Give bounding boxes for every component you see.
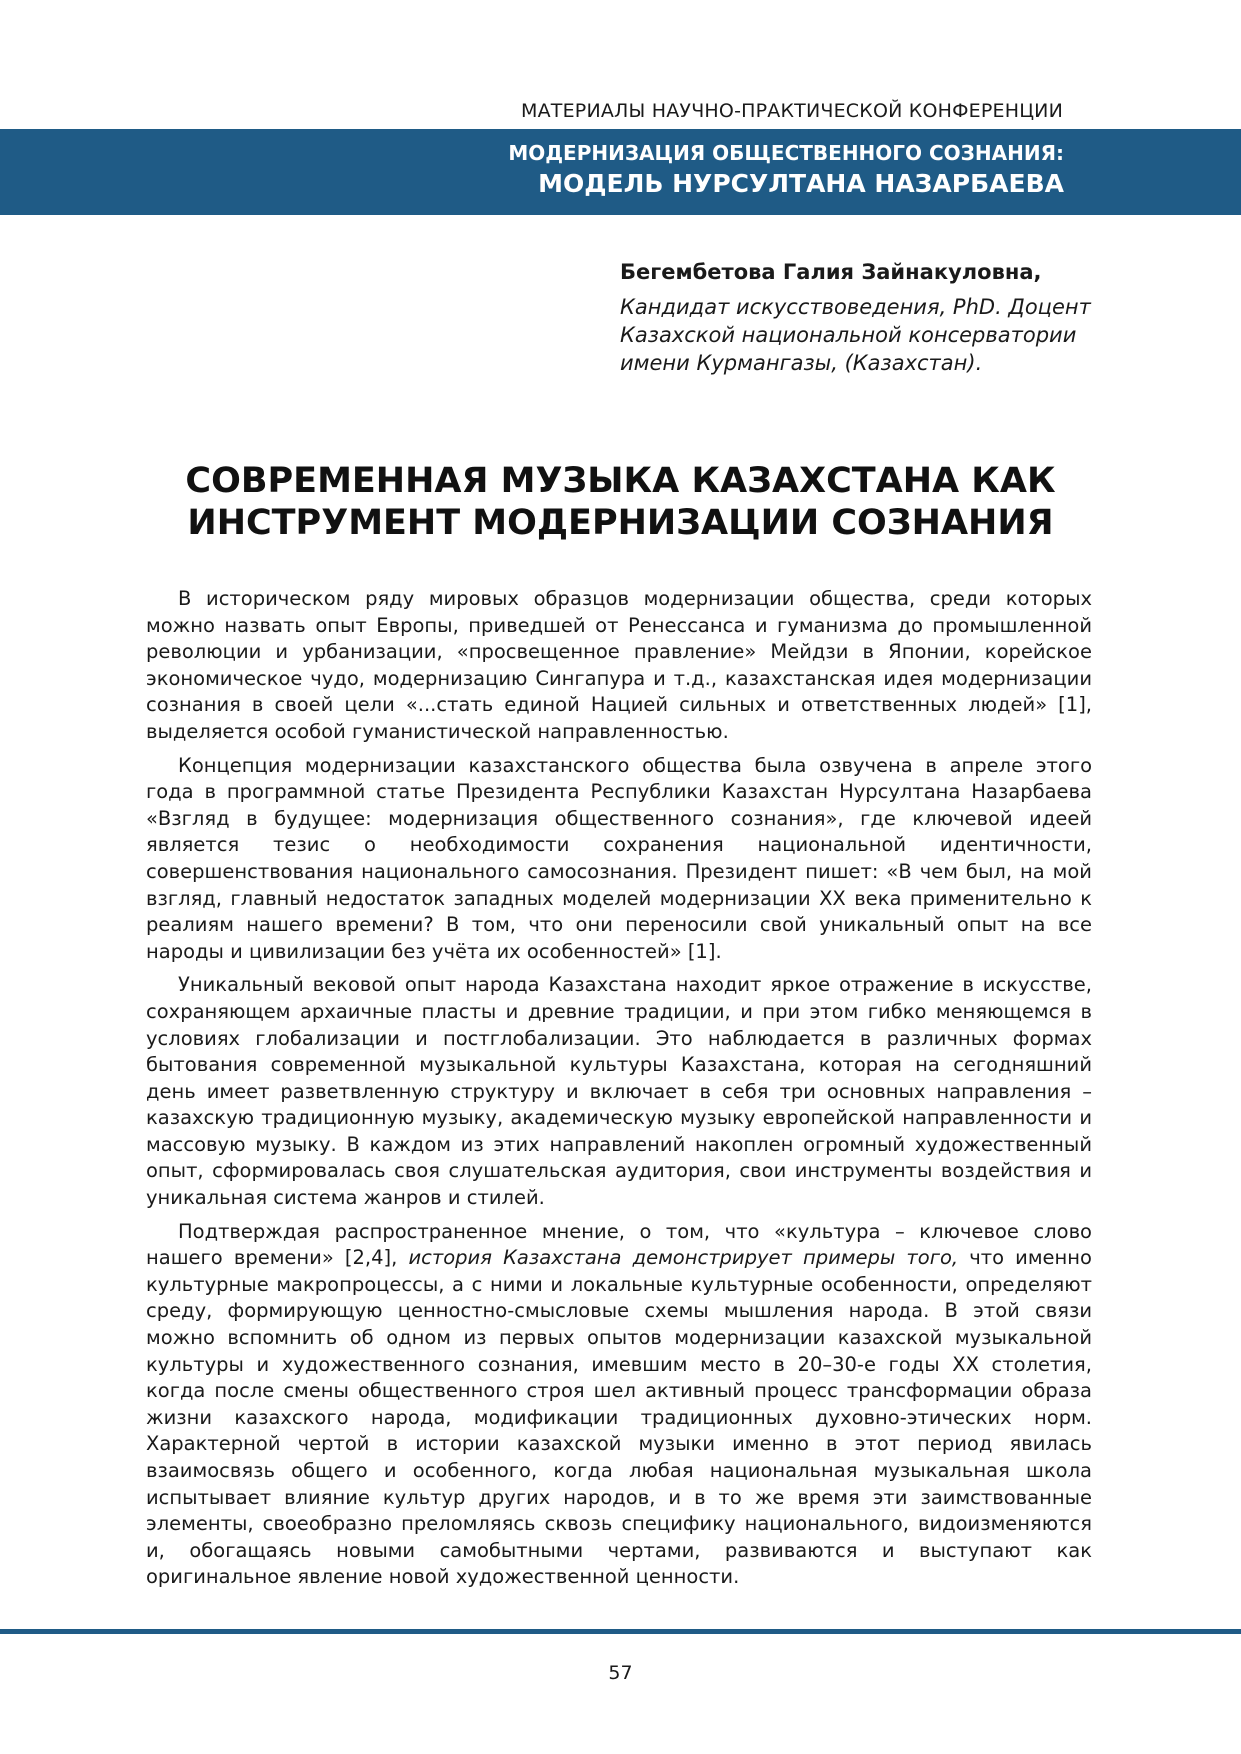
footer-divider — [0, 1629, 1241, 1634]
banner-title: МОДЕЛЬ НУРСУЛТАНА НАЗАРБАЕВА — [538, 169, 1064, 198]
article-title — [100, 460, 1141, 544]
italic-emphasis: история Казахстана демонстрирует примеры того, — [408, 1246, 959, 1270]
article-title-line: ИНСТРУМЕНТ МОДЕРНИЗАЦИИ СОЗНАНИЯ — [187, 503, 1054, 543]
author-name: Бегембетова Галия Зайнакуловна, — [620, 260, 1042, 284]
author-affiliation-line: имени Курмангазы, (Казахстан). — [620, 351, 983, 375]
page-number: 57 — [608, 1662, 633, 1684]
article-title-line: СОВРЕМЕННАЯ МУЗЫКА КАЗАХСТАНА КАК — [185, 461, 1056, 501]
paragraph-text: что именно культурные макропроцессы, а с ними и локальные культурные особенности, определяют среду, формирующую ценностно-смысловые схемы мышления народа. В этой связи можно вспомнить об одном из первых опытов модернизации казахской музыкальной культуры и художественного сознания, имевшим место в 20–30-е годы XX столетия, когда после смены общественного строя шел активный процесс трансформации образа жизни казахского народа, модификации традиционных духовно-этических норм. Характерной чертой в истории казахской музыки именно в этот период явилась взаимосвязь общего и особенного, когда любая национальная музыкальная школа испытывает влияние культур других народов, и в то же время эти заимствованные элементы, своеобразно преломляясь сквозь специфику национального, видоизменяются и, обогащаясь новыми самобытными чертами, развиваются и выступают как оригинальное явление новой художественной ценности. — [146, 1246, 1092, 1589]
conference-label: МАТЕРИАЛЫ НАУЧНО-ПРАКТИЧЕСКОЙ КОНФЕРЕНЦИИ — [520, 100, 1063, 122]
header-banner — [0, 129, 1241, 215]
body-paragraph: В историческом ряду мировых образцов модернизации общества, среди которых можно назвать опыт Европы, приведшей от Ренессанса и гуманизма до промышленной революции и урбанизации, «просвещенное правление» Мейдзи в Японии, корейское экономическое чудо, модернизацию Сингапура и т.д., казахстанская идея модернизации сознания в своей цели «...стать единой Нацией сильных и ответственных людей» [1], выделяется особой гуманистической направленностью. — [146, 587, 1092, 743]
body-paragraph — [146, 1219, 1092, 1591]
author-affiliation-line: Казахской национальной консерватории — [620, 323, 1077, 347]
author-affiliation-line: Кандидат искусствоведения, PhD. Доцент — [620, 295, 1091, 319]
body-paragraph: Уникальный вековой опыт народа Казахстана находит яркое отражение в искусстве, сохраняющем архаичные пласты и древние традиции, и при этом гибко меняющемся в условиях глобализации и постглобализации. Это наблюдается в различных формах бытования современной музыкальной культуры Казахстана, которая на сегодняшний день имеет разветвленную структуру и включает в себя три основных направления – казахскую традиционную музыку, академическую музыку европейской направленности и массовую музыку. В каждом из этих направлений накоплен огромный художественный опыт, сформировалась своя слушательская аудитория, свои инструменты воздействия и уникальная система жанров и стилей. — [146, 973, 1092, 1210]
banner-subtitle: МОДЕРНИЗАЦИЯ ОБЩЕСТВЕННОГО СОЗНАНИЯ: — [508, 141, 1064, 165]
article-body — [146, 586, 1092, 1598]
paragraph-text: Подтверждая распространенное мнение, о том, что «культура – ключевое слово нашего времени» [2,4], — [146, 1219, 1092, 1270]
author-affiliation — [620, 293, 1160, 377]
author-block — [620, 258, 1160, 377]
body-paragraph: Концепция модернизации казахстанского общества была озвучена в апреле этого года в программной статье Президента Республики Казахстан Нурсултана Назарбаева «Взгляд в будущее: модернизация общественного сознания», где ключевой идеей является тезис о необходимости сохранения национальной идентичности, совершенствования национального самосознания. Президент пишет: «В чем был, на мой взгляд, главный недостаток западных моделей модернизации XX века применительно к реалиям нашего времени? В том, что они переносили свой уникальный опыт на все народы и цивилизации без учёта их особенностей» [1]. — [146, 753, 1092, 963]
